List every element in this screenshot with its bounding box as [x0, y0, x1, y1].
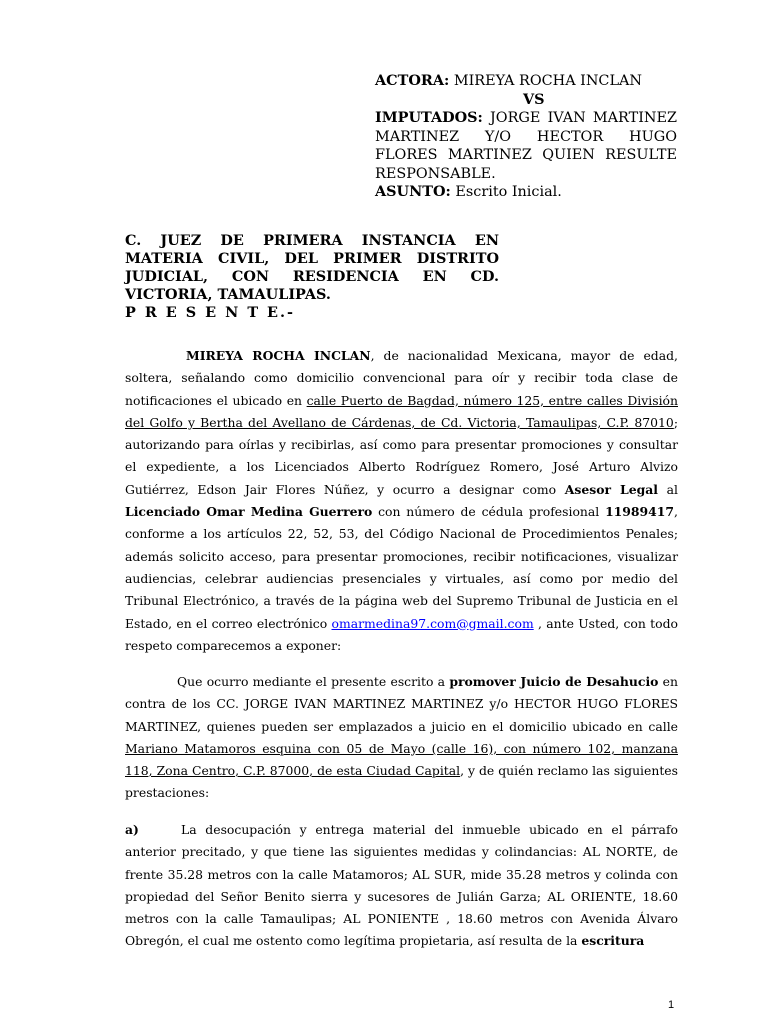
claim-text-3: , y de quién reclamo las siguientes prestaciones: — [125, 763, 678, 801]
addressee-block — [125, 232, 499, 322]
claim-type: promover Juicio de Desahucio — [449, 674, 659, 689]
presente-label: P R E S E N T E.- — [125, 304, 295, 321]
imputados-label: IMPUTADOS: — [375, 109, 483, 126]
item-a-label: a) — [125, 822, 139, 837]
claim-text-1: Que ocurro mediante el presente escrito a — [177, 674, 450, 689]
lawyer-name: Licenciado Omar Medina Guerrero — [125, 504, 373, 520]
defendant-address: Mariano Matamoros esquina con 05 de Mayo (calle 16), con número 102, manzana 118, Zona Centro, C.P. 87000, de esta Ciudad Capital — [125, 740, 678, 779]
intro-text-4: con número de cédula profesional — [372, 504, 606, 520]
item-a-paragraph — [125, 819, 678, 953]
asunto-label: ASUNTO: — [375, 183, 451, 200]
actora-label: ACTORA: — [375, 72, 450, 89]
intro-text-6: , ante Usted, con todo respeto comparecemos a exponer: — [125, 615, 678, 653]
versus-label: VS — [523, 90, 545, 108]
intro-paragraph — [125, 345, 678, 657]
email-link[interactable]: omarmedina97.com@gmail.com — [331, 615, 534, 631]
item-a-bold-end: escritura — [581, 933, 645, 949]
intro-text-1: , de nacionalidad Mexicana, mayor de edad, soltera, señalando como domicilio convencional para oír y recibir toda clase de notificaciones el ubicado en — [125, 348, 678, 408]
asunto-value: Escrito Inicial. — [450, 184, 562, 200]
page-number: 1 — [668, 999, 675, 1011]
plaintiff-name: MIREYA ROCHA INCLAN — [186, 348, 371, 363]
intro-text-3: al — [658, 481, 678, 497]
asunto-line — [375, 183, 677, 202]
claim-text-2: en contra de los CC. JORGE IVAN MARTINEZ MARTINEZ y/o HECTOR HUGO FLORES MARTINEZ, quienes pueden ser emplazados a juicio en el domicilio ubicado en calle — [125, 674, 678, 734]
case-header — [375, 72, 677, 202]
cedula-number: 11989417 — [605, 504, 675, 520]
intro-text-5: , conforme a los artículos 22, 52, 53, del Código Nacional de Procedimientos Penales; además solicito acceso, para presentar promociones, recibir notificaciones, visualizar audiencias, celebrar audiencias presenciales y virtuales, así como por medio del Tribunal Electrónico, a través de la página web del Supremo Tribunal de Justicia en el Estado, en el correo electrónico — [125, 504, 678, 631]
plaintiff-address: calle Puerto de Bagdad, número 125, entre calles División del Golfo y Bertha del Avellano de Cárdenas, de Cd. Victoria, Tamaulipas, C.P. 87010 — [125, 392, 678, 430]
imputados-block — [375, 109, 677, 183]
addressee-text: C. JUEZ DE PRIMERA INSTANCIA EN MATERIA CIVIL, DEL PRIMER DISTRITO JUDICIAL, CON RESIDENCIA EN CD. VICTORIA, TAMAULIPAS. — [125, 232, 499, 303]
imputados-value: JORGE IVAN MARTINEZ MARTINEZ Y/O HECTOR HUGO FLORES MARTINEZ QUIEN RESULTE RESPONSABLE. — [375, 110, 677, 182]
actora-value: MIREYA ROCHA INCLAN — [449, 73, 642, 89]
asesor-label: Asesor Legal — [564, 481, 658, 497]
actora-line — [375, 72, 677, 91]
claim-paragraph — [125, 671, 678, 805]
intro-text-2: ; autorizando para oírlas y recibirlas, así como para presentar promociones y consultar el expediente, a los Licenciados Alberto Rodríguez Romero, José Arturo Alvizo Gutiérrez, Edson Jair Flores Núñez, y ocurro a designar como — [125, 414, 678, 497]
item-a-text: La desocupación y entrega material del inmueble ubicado en el párrafo anterior precitado, y que tiene las siguientes medidas y colindancias: AL NORTE, de frente 35.28 metros con la calle Matamoros; AL SUR, mide 35.28 metros y colinda con propiedad del Señor Benito sierra y sucesores de Julián Garza; AL ORIENTE, 18.60 metros con la calle Tamaulipas; AL PONIENTE , 18.60 metros con Avenida Álvaro Obregón, el cual me ostento como legítima propietaria, así resulta de la — [125, 822, 678, 949]
